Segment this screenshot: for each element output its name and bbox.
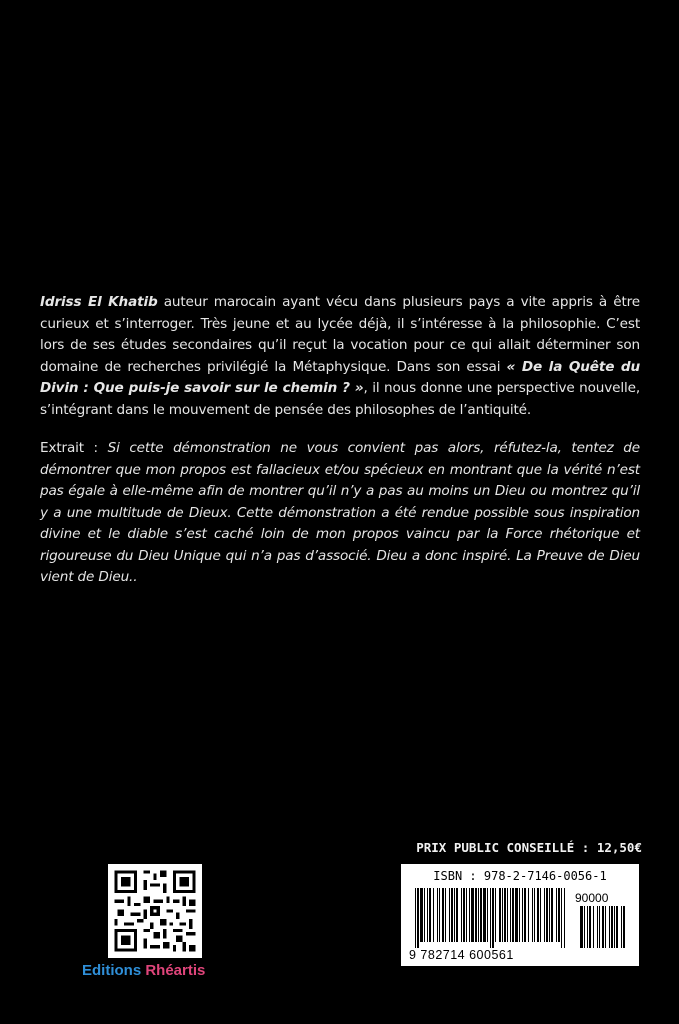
barcode-bar — [564, 888, 565, 948]
qr-code-icon — [108, 864, 202, 958]
barcode-bar — [504, 888, 506, 942]
addon-barcode-bar — [605, 906, 606, 948]
barcode-bar — [502, 888, 503, 942]
barcode-bar — [512, 888, 514, 942]
addon-barcode-bar — [621, 906, 622, 948]
barcode-bar — [510, 888, 511, 942]
addon-barcode-bar — [597, 906, 598, 948]
isbn-barcode-block — [401, 864, 639, 966]
addon-barcode-bar — [611, 906, 613, 948]
barcode-bar — [427, 888, 428, 942]
barcode-bar — [540, 888, 541, 942]
barcode-bar — [429, 888, 431, 942]
barcode-bar — [471, 888, 474, 942]
barcode-bar — [475, 888, 477, 942]
barcode-bar — [537, 888, 539, 942]
barcode-bar — [478, 888, 479, 942]
barcode-bar — [558, 888, 560, 942]
essay-title: « De la Quête du Divin : Que puis-je savoir sur le chemin ? » — [40, 358, 641, 396]
barcode-bar — [528, 888, 529, 942]
author-name: Idriss El Khatib — [40, 294, 158, 310]
barcode-bar — [544, 888, 545, 942]
barcode-bar — [439, 888, 440, 942]
addon-barcode-bar — [614, 906, 615, 948]
barcode-bar — [454, 888, 455, 942]
barcode-bar — [415, 888, 416, 948]
barcode-bar — [445, 888, 446, 942]
bio-text-2: , il nous donne une perspective nouvelle, s’intégrant dans le mouvement de pensée des philosophes de l’antiquité. — [40, 380, 640, 418]
addon-barcode-bar — [589, 906, 591, 948]
barcode-bar — [469, 888, 470, 942]
barcode-bar — [480, 888, 482, 942]
barcode-bar — [507, 888, 508, 942]
addon-barcode-bar — [599, 906, 600, 948]
barcode-bar — [417, 888, 419, 948]
addon-barcode-bar — [602, 906, 604, 948]
barcode-bar — [463, 888, 465, 942]
barcode-bar — [466, 888, 467, 942]
excerpt-label: Extrait : — [40, 440, 108, 456]
barcode-bar — [424, 888, 425, 942]
excerpt — [40, 438, 640, 589]
barcode-bar — [556, 888, 557, 942]
barcode-bar — [532, 888, 533, 942]
barcode-bar — [499, 888, 501, 942]
barcode-bar — [451, 888, 453, 942]
barcode-bar — [519, 888, 520, 942]
barcode-bar — [483, 888, 486, 942]
barcode-bar — [495, 888, 496, 942]
addon-barcode-bar — [616, 906, 618, 948]
price-label: PRIX PUBLIC CONSEILLÉ : 12,50€ — [416, 840, 642, 855]
barcode-bar — [461, 888, 462, 942]
barcode-bar — [534, 888, 535, 942]
barcode-bar — [490, 888, 491, 948]
barcode-bar — [420, 888, 423, 942]
publisher-logo — [82, 962, 232, 979]
addon-barcode-bar — [584, 906, 585, 948]
barcode-bar — [456, 888, 458, 942]
addon-barcode-bar — [623, 906, 625, 948]
addon-barcode-bar — [609, 906, 610, 948]
barcode-bar — [442, 888, 444, 942]
addon-barcode-bar — [580, 906, 583, 948]
barcode-bar — [546, 888, 548, 942]
barcode-bar — [437, 888, 438, 942]
barcode-bar — [549, 888, 550, 942]
barcode-bar — [487, 888, 488, 942]
addon-barcode-bar — [587, 906, 588, 948]
barcode-bar — [449, 888, 450, 942]
barcode-bar — [561, 888, 562, 948]
addon-barcode-bar — [593, 906, 594, 948]
isbn-label: ISBN : 978-2-7146-0056-1 — [433, 869, 607, 883]
publisher-name-part2: Rhéartis — [145, 962, 206, 979]
barcode-bar — [522, 888, 523, 942]
barcode-bar — [433, 888, 434, 942]
barcode-bar — [524, 888, 526, 942]
barcode-bar — [492, 888, 494, 948]
bio-text-1: auteur marocain ayant vécu dans plusieurs pays a vite appris à être curieux et s’interroger. Très jeune et au lycée déjà, il s’intéresse à la philosophie. C’est lors de ses études secondaires qu’il reçut la vocation pour ce qui allait déterminer son domaine de recherches privilégié la Métaphysique. Dans son essai — [40, 294, 640, 375]
excerpt-text: Si cette démonstration ne vous convient pas alors, réfutez-la, tentez de démontrer que mon propos est fallacieux et/ou spécieux en montrant que la vérité n’est pas égale à elle-même afin de montrer qu’il n’y a pas au moins un Dieu ou montrez qu’il y a une multitude de Dieux. Cette démonstration a été rendue possible sous inspiration divine et le diable s’est caché loin de mon propos vaincu par la Force rhétorique et rigoureuse du Dieu Unique qui n’a pas d’associé. Dieu a donc inspiré. La Preuve de Dieu vient de Dieu.. — [40, 440, 640, 585]
addon-code: 90000 — [575, 891, 609, 905]
barcode-bar — [551, 888, 553, 942]
barcode-bar — [515, 888, 518, 942]
publisher-name-part1: Editions — [82, 962, 146, 979]
author-bio — [40, 292, 640, 421]
ean-digits: 9 782714 600561 — [409, 948, 514, 962]
